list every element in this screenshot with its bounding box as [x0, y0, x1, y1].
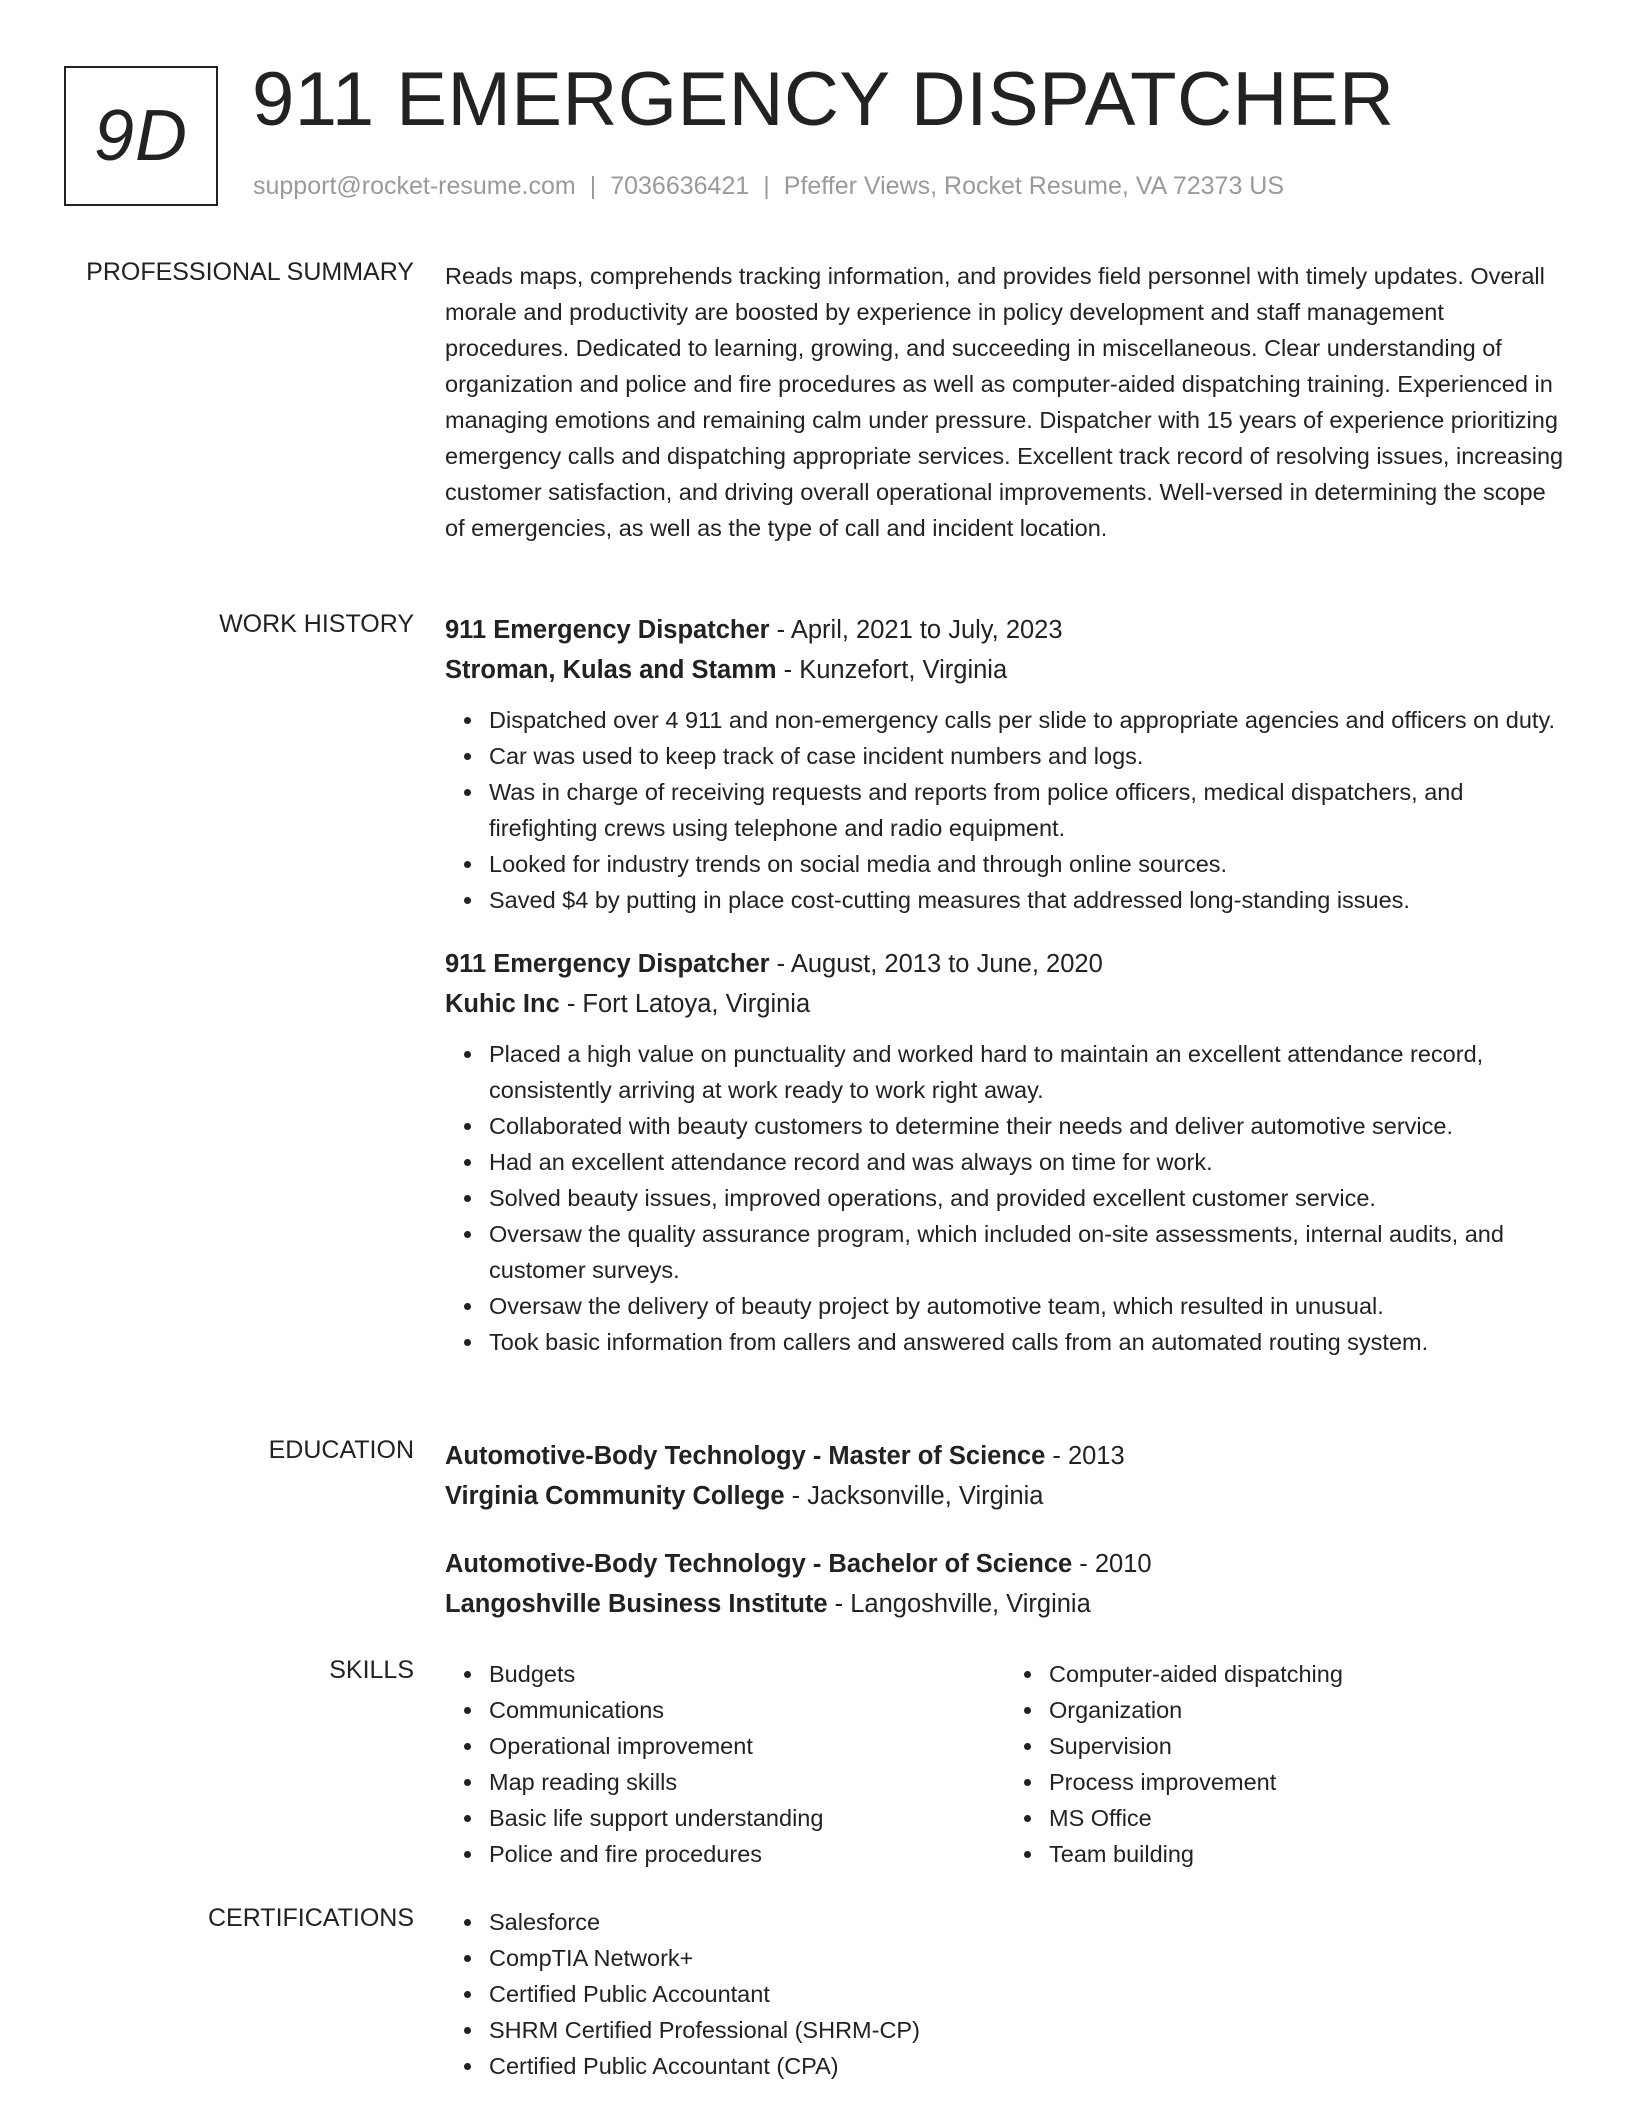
list-item: Map reading skills	[489, 1764, 1005, 1800]
job-company: Stroman, Kulas and Stamm	[445, 656, 777, 684]
degree: Automotive-Body Technology - Bachelor of Science	[445, 1550, 1073, 1578]
school-location: - Jacksonville, Virginia	[784, 1482, 1044, 1510]
contact-phone[interactable]: 7036636421	[610, 172, 750, 200]
list-item: Had an excellent attendance record and was always on time for work.	[489, 1144, 1565, 1180]
list-item: Oversaw the delivery of beauty project by automotive team, which resulted in unusual.	[489, 1288, 1565, 1324]
degree-line	[445, 1544, 1565, 1584]
certifications-list	[445, 1904, 1565, 2084]
list-item: Team building	[1049, 1836, 1565, 1872]
section-heading-skills: SKILLS	[329, 1656, 414, 1684]
list-item: Budgets	[489, 1656, 1005, 1692]
skills-list-left	[445, 1656, 1005, 1872]
list-item: Basic life support understanding	[489, 1800, 1005, 1836]
list-item: Certified Public Accountant	[489, 1976, 1565, 2012]
list-item: CompTIA Network+	[489, 1940, 1565, 1976]
job-location: - Fort Latoya, Virginia	[559, 990, 811, 1018]
list-item: Operational improvement	[489, 1728, 1005, 1764]
skills-columns	[445, 1656, 1565, 1872]
contact-email[interactable]: support@rocket-resume.com	[253, 172, 576, 200]
list-item: Organization	[1049, 1692, 1565, 1728]
job-duties-list	[445, 702, 1565, 918]
page-title: 911 EMERGENCY DISPATCHER	[252, 57, 1395, 142]
school-line	[445, 1476, 1565, 1516]
list-item: Was in charge of receiving requests and reports from police officers, medical dispatchers, and firefighting crews using telephone and radio equipment.	[489, 774, 1565, 846]
section-heading-work-history: WORK HISTORY	[219, 610, 414, 638]
job-title: 911 Emergency Dispatcher	[445, 950, 770, 978]
section-heading-education: EDUCATION	[268, 1436, 414, 1464]
degree-line	[445, 1436, 1565, 1476]
education-entry	[445, 1544, 1565, 1624]
list-item: Took basic information from callers and answered calls from an automated routing system.	[489, 1324, 1565, 1360]
list-item: Oversaw the quality assurance program, which included on-site assessments, internal audits, and customer surveys.	[489, 1216, 1565, 1288]
section-heading-summary: PROFESSIONAL SUMMARY	[86, 258, 414, 286]
list-item: Collaborated with beauty customers to determine their needs and deliver automotive service.	[489, 1108, 1565, 1144]
contact-separator: |	[763, 172, 770, 200]
job-location: - Kunzefort, Virginia	[776, 656, 1008, 684]
list-item: Computer-aided dispatching	[1049, 1656, 1565, 1692]
list-item: Communications	[489, 1692, 1005, 1728]
job-title-line	[445, 944, 1565, 984]
job-title-line	[445, 610, 1565, 650]
job-company-line	[445, 650, 1565, 690]
job-dates: - August, 2013 to June, 2020	[769, 950, 1103, 978]
contact-separator: |	[589, 172, 597, 200]
list-item: Certified Public Accountant (CPA)	[489, 2048, 1565, 2084]
section-heading-certifications: CERTIFICATIONS	[207, 1904, 414, 1932]
degree-year: - 2010	[1072, 1550, 1152, 1578]
list-item: Police and fire procedures	[489, 1836, 1005, 1872]
monogram-text: 9D	[93, 96, 189, 176]
list-item: Dispatched over 4 911 and non-emergency calls per slide to appropriate agencies and officers on duty.	[489, 702, 1565, 738]
contact-address: Pfeffer Views, Rocket Resume, VA 72373 US	[783, 172, 1285, 200]
degree: Automotive-Body Technology - Master of Science	[445, 1442, 1046, 1470]
contact-line	[253, 172, 1284, 201]
list-item: MS Office	[1049, 1800, 1565, 1836]
list-item: Saved $4 by putting in place cost-cutting measures that addressed long-standing issues.	[489, 882, 1565, 918]
job-dates: - April, 2021 to July, 2023	[769, 616, 1063, 644]
school: Virginia Community College	[445, 1482, 785, 1510]
skills-list-right	[1005, 1656, 1565, 1872]
list-item: Looked for industry trends on social media and through online sources.	[489, 846, 1565, 882]
job-company: Kuhic Inc	[445, 990, 560, 1018]
list-item: Placed a high value on punctuality and worked hard to maintain an excellent attendance record, consistently arriving at work ready to work right away.	[489, 1036, 1565, 1108]
job-entry	[445, 610, 1565, 918]
list-item: Process improvement	[1049, 1764, 1565, 1800]
job-title: 911 Emergency Dispatcher	[445, 616, 770, 644]
school-line	[445, 1584, 1565, 1624]
job-duties-list	[445, 1036, 1565, 1360]
list-item: SHRM Certified Professional (SHRM-CP)	[489, 2012, 1565, 2048]
degree-year: - 2013	[1045, 1442, 1125, 1470]
list-item: Car was used to keep track of case incident numbers and logs.	[489, 738, 1565, 774]
list-item: Salesforce	[489, 1904, 1565, 1940]
summary-text: Reads maps, comprehends tracking information, and provides field personnel with timely updates. Overall morale and productivity are boosted by experience in policy development and staff management procedures. Dedicated to learning, growing, and succeeding in miscellaneous. Clear understanding of organization and police and fire procedures as well as computer-aided dispatching training. Experienced in managing emotions and remaining calm under pressure. Dispatcher with 15 years of experience prioritizing emergency calls and dispatching appropriate services. Excellent track record of resolving issues, increasing customer satisfaction, and driving overall operational improvements. Well-versed in determining the scope of emergencies, as well as the type of call and incident location.	[445, 263, 1564, 541]
job-entry	[445, 944, 1565, 1360]
education-entry	[445, 1436, 1565, 1516]
list-item: Solved beauty issues, improved operations, and provided excellent customer service.	[489, 1180, 1565, 1216]
job-company-line	[445, 984, 1565, 1024]
school: Langoshville Business Institute	[445, 1590, 828, 1618]
school-location: - Langoshville, Virginia	[827, 1590, 1091, 1618]
list-item: Supervision	[1049, 1728, 1565, 1764]
monogram-logo	[64, 66, 218, 206]
